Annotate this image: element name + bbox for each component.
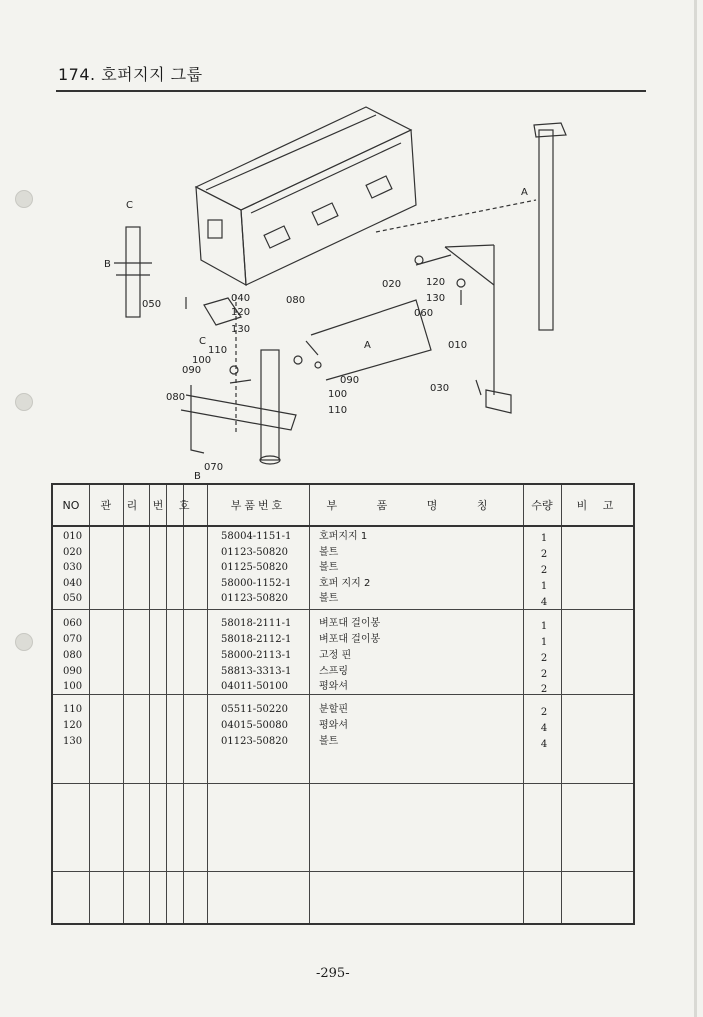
callout-label: 010 — [448, 340, 468, 351]
header-no: NO — [62, 498, 80, 512]
callout-label: 130 — [426, 293, 446, 304]
callout-label: 110 — [208, 345, 228, 356]
page-title: 174. 호퍼지지 그룹 — [58, 65, 203, 84]
header-part-number: 부품번호 — [230, 499, 286, 512]
callout-label: A — [364, 340, 371, 351]
callout-label: 080 — [166, 392, 186, 403]
callout-label: 050 — [142, 299, 162, 310]
callout-label: A — [521, 187, 528, 198]
exploded-parts-diagram — [56, 95, 646, 480]
binder-hole — [15, 633, 33, 651]
parts-table: NO 관 리 번 호 부품번호 부 품 명 칭 수량 비 고 010 58004-1151-1 호퍼지지 1 1 020 01123-50820 볼트 2 030 01125-50820 볼트 2 040 58000-1152-1 호퍼 지지 2 1 050 01123-50820 볼트 4 060 58018-2111-1 벼포대 걸이봉 1 070 58018-2112-1 벼포대 걸이봉 1 080 58000-2113-1 고정 핀 2 090 58813-3313-1 스프링 2 100 04011-50100 평와셔 2 110 05511-50220 분할핀 2 120 04015-50080 평와셔 4 130 01123-50820 볼트 4 — [51, 483, 635, 925]
header-part-name: 부 품 명 칭 — [326, 499, 506, 512]
callout-label: 120 — [426, 277, 446, 288]
binder-hole — [15, 393, 33, 411]
callout-label: 110 — [328, 405, 348, 416]
callout-label: 090 — [182, 365, 202, 376]
callout-label: B — [194, 471, 201, 480]
callout-label: 100 — [328, 389, 348, 400]
callout-label: 020 — [382, 279, 402, 290]
callout-label: 130 — [231, 324, 251, 335]
header-mgmt-number: 관 리 번 호 — [100, 499, 196, 512]
callout-label: 080 — [286, 295, 306, 306]
callout-label: 100 — [192, 355, 212, 366]
callout-label: 060 — [414, 308, 434, 319]
callout-label: B — [104, 259, 111, 270]
callout-label: 070 — [204, 462, 224, 473]
callout-label: 090 — [340, 375, 360, 386]
hopper-side — [196, 187, 246, 285]
page-edge — [694, 0, 697, 1017]
header-quantity: 수량 — [531, 499, 553, 512]
page-number: -295- — [316, 966, 350, 981]
binder-hole — [15, 190, 33, 208]
callout-label: 030 — [430, 383, 450, 394]
callout-label: 040 — [231, 293, 251, 304]
callout-label: 120 — [231, 307, 251, 318]
callout-label: C — [126, 200, 133, 211]
title-rule — [56, 90, 646, 92]
callout-label: C — [199, 336, 206, 347]
header-note: 비 고 — [576, 499, 620, 512]
